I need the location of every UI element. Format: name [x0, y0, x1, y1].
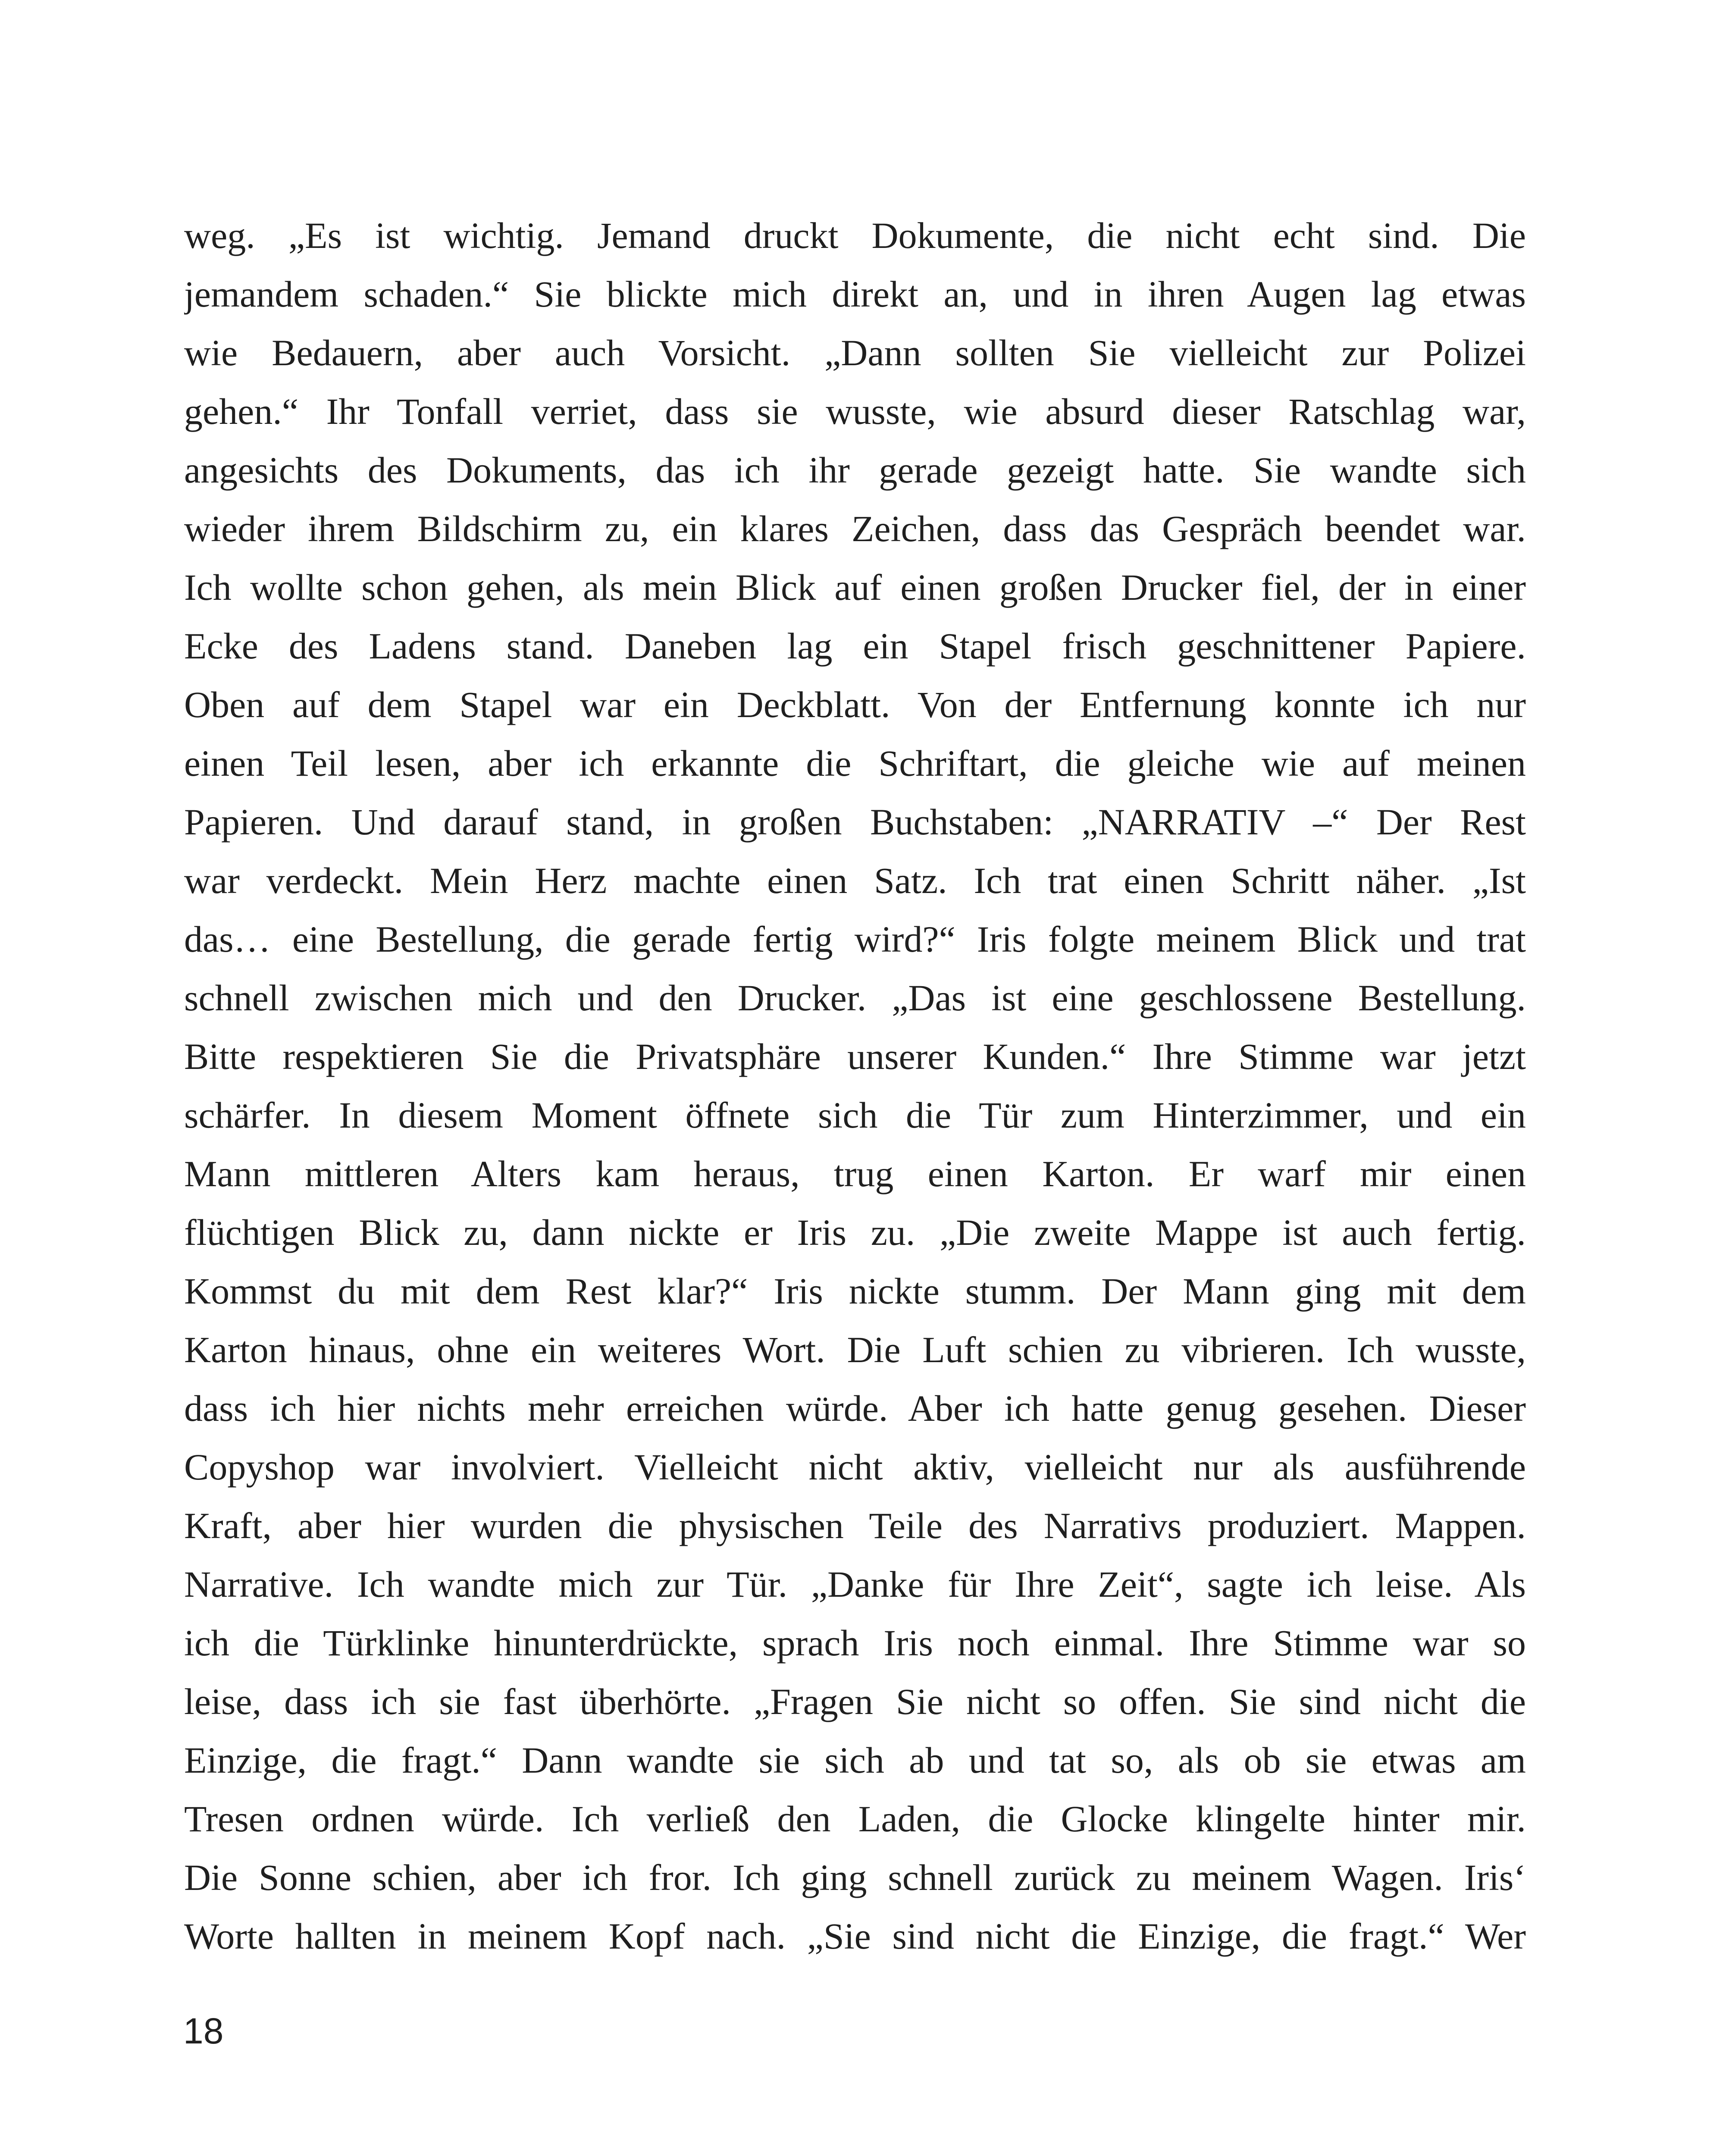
text-line: Tresen ordnen würde. Ich verließ den Laden, die Glocke klingelte hinter mir.	[184, 1798, 1526, 1839]
text-line: gehen.“ Ihr Tonfall verriet, dass sie wusste, wie absurd dieser Ratschlag war,	[184, 391, 1526, 432]
text-line: einen Teil lesen, aber ich erkannte die Schriftart, die gleiche wie auf meinen	[184, 743, 1526, 784]
text-line: Kraft, aber hier wurden die physischen Teile des Narrativs produziert. Mappen.	[184, 1505, 1526, 1546]
text-line: wie Bedauern, aber auch Vorsicht. „Dann sollten Sie vielleicht zur Polizei	[184, 332, 1526, 373]
text-line: Bitte respektieren Sie die Privatsphäre unserer Kunden.“ Ihre Stimme war jetzt	[184, 1036, 1526, 1077]
text-line: schnell zwischen mich und den Drucker. „Das ist eine geschlossene Bestellung.	[184, 977, 1526, 1018]
text-line: das… eine Bestellung, die gerade fertig wird?“ Iris folgte meinem Blick und trat	[184, 918, 1526, 960]
page-number: 18	[183, 2011, 224, 2051]
text-line: leise, dass ich sie fast überhörte. „Fragen Sie nicht so offen. Sie sind nicht die	[184, 1681, 1526, 1722]
text-line: Ich wollte schon gehen, als mein Blick auf einen großen Drucker fiel, der in einer	[184, 567, 1526, 608]
text-line: Narrative. Ich wandte mich zur Tür. „Danke für Ihre Zeit“, sagte ich leise. Als	[184, 1564, 1526, 1605]
text-line: Einzige, die fragt.“ Dann wandte sie sich ab und tat so, als ob sie etwas am	[184, 1739, 1526, 1781]
text-line: Kommst du mit dem Rest klar?“ Iris nickte stumm. Der Mann ging mit dem	[184, 1270, 1526, 1312]
text-line: dass ich hier nichts mehr erreichen würde. Aber ich hatte genug gesehen. Dieser	[184, 1388, 1526, 1429]
text-line: angesichts des Dokuments, das ich ihr gerade gezeigt hatte. Sie wandte sich	[184, 449, 1526, 491]
text-line: wieder ihrem Bildschirm zu, ein klares Zeichen, dass das Gespräch beendet war.	[184, 508, 1526, 549]
text-line: Mann mittleren Alters kam heraus, trug einen Karton. Er warf mir einen	[184, 1153, 1526, 1194]
text-line: flüchtigen Blick zu, dann nickte er Iris zu. „Die zweite Mappe ist auch fertig.	[184, 1212, 1526, 1253]
text-line: Die Sonne schien, aber ich fror. Ich ging schnell zurück zu meinem Wagen. Iris‘	[184, 1857, 1526, 1898]
text-line: ich die Türklinke hinunterdrückte, sprach Iris noch einmal. Ihre Stimme war so	[184, 1622, 1526, 1664]
text-line: Karton hinaus, ohne ein weiteres Wort. Die Luft schien zu vibrieren. Ich wusste,	[184, 1329, 1526, 1370]
text-line: Copyshop war involviert. Vielleicht nicht aktiv, vielleicht nur als ausführende	[184, 1446, 1526, 1488]
text-line: Ecke des Ladens stand. Daneben lag ein Stapel frisch geschnittener Papiere.	[184, 625, 1526, 667]
text-line: Oben auf dem Stapel war ein Deckblatt. Von der Entfernung konnte ich nur	[184, 684, 1526, 725]
text-line: war verdeckt. Mein Herz machte einen Satz. Ich trat einen Schritt näher. „Ist	[184, 860, 1526, 901]
text-line: schärfer. In diesem Moment öffnete sich die Tür zum Hinterzimmer, und ein	[184, 1094, 1526, 1136]
body-text	[184, 206, 1526, 1965]
text-line: jemandem schaden.“ Sie blickte mich direkt an, und in ihren Augen lag etwas	[184, 273, 1526, 315]
text-line: weg. „Es ist wichtig. Jemand druckt Dokumente, die nicht echt sind. Die	[184, 215, 1526, 256]
text-line: Papieren. Und darauf stand, in großen Buchstaben: „NARRATIV –“ Der Rest	[184, 801, 1526, 843]
text-line: Worte hallten in meinem Kopf nach. „Sie sind nicht die Einzige, die fragt.“ Wer	[184, 1915, 1526, 1957]
